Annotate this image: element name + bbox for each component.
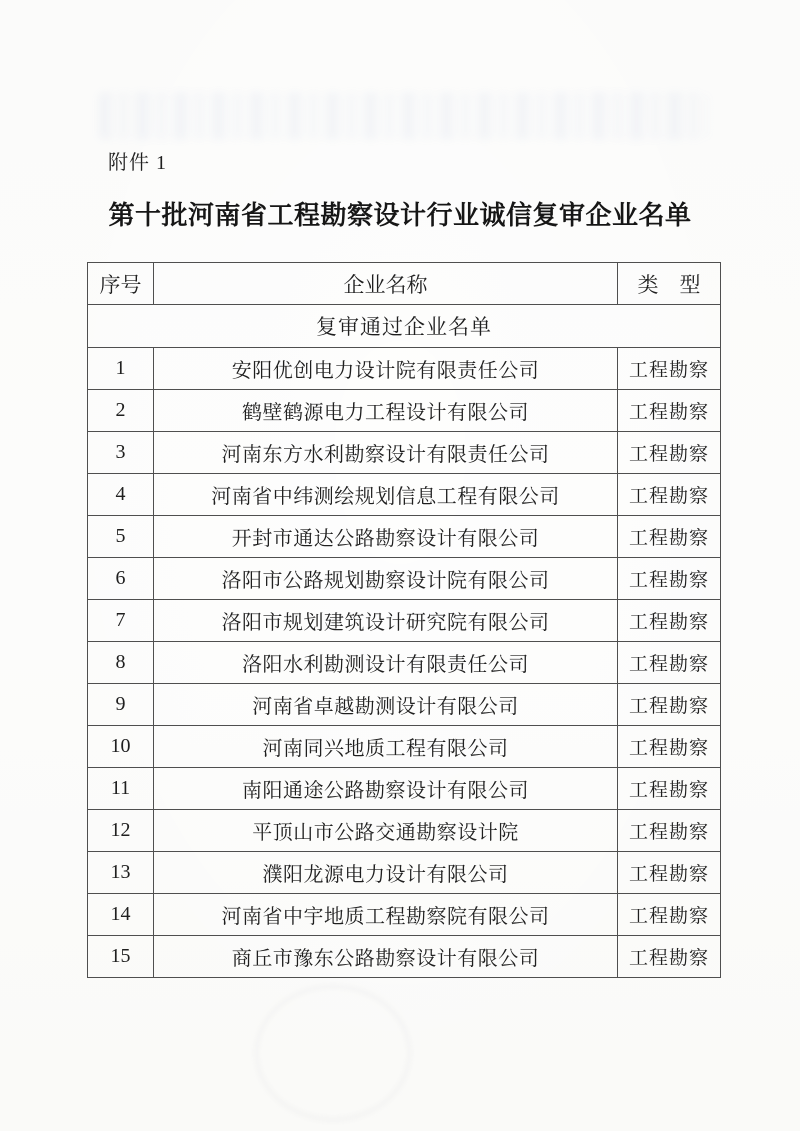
cell-type: 工程勘察 <box>618 894 721 936</box>
table-section-row <box>88 305 721 348</box>
cell-name: 开封市通达公路勘察设计有限公司 <box>154 516 618 558</box>
header-index: 序号 <box>88 263 154 305</box>
table-row <box>88 726 721 768</box>
cell-name: 安阳优创电力设计院有限责任公司 <box>154 348 618 390</box>
header-company-name: 企业名称 <box>154 263 618 305</box>
table-row <box>88 894 721 936</box>
table-row <box>88 768 721 810</box>
company-table <box>87 262 721 978</box>
cell-index: 4 <box>88 474 154 516</box>
cell-type: 工程勘察 <box>618 642 721 684</box>
cell-index: 7 <box>88 600 154 642</box>
cell-index: 15 <box>88 936 154 978</box>
cell-type: 工程勘察 <box>618 852 721 894</box>
table-row <box>88 642 721 684</box>
cell-index: 6 <box>88 558 154 600</box>
cell-index: 8 <box>88 642 154 684</box>
cell-type: 工程勘察 <box>618 390 721 432</box>
cell-index: 14 <box>88 894 154 936</box>
cell-type: 工程勘察 <box>618 684 721 726</box>
cell-name: 河南省卓越勘测设计有限公司 <box>154 684 618 726</box>
cell-index: 1 <box>88 348 154 390</box>
cell-type: 工程勘察 <box>618 726 721 768</box>
cell-name: 洛阳水利勘测设计有限责任公司 <box>154 642 618 684</box>
cell-type: 工程勘察 <box>618 348 721 390</box>
cell-index: 11 <box>88 768 154 810</box>
cell-type: 工程勘察 <box>618 474 721 516</box>
cell-name: 南阳通途公路勘察设计有限公司 <box>154 768 618 810</box>
cell-type: 工程勘察 <box>618 432 721 474</box>
table-header-row <box>88 263 721 305</box>
table-row <box>88 348 721 390</box>
header-type: 类 型 <box>618 263 721 305</box>
table-row <box>88 432 721 474</box>
table-row <box>88 684 721 726</box>
cell-index: 10 <box>88 726 154 768</box>
cell-name: 鹤壁鹤源电力工程设计有限公司 <box>154 390 618 432</box>
section-header: 复审通过企业名单 <box>88 305 721 348</box>
cell-type: 工程勘察 <box>618 936 721 978</box>
cell-type: 工程勘察 <box>618 600 721 642</box>
table-row <box>88 390 721 432</box>
table-row <box>88 852 721 894</box>
cell-type: 工程勘察 <box>618 810 721 852</box>
cell-name: 河南省中纬测绘规划信息工程有限公司 <box>154 474 618 516</box>
cell-name: 河南同兴地质工程有限公司 <box>154 726 618 768</box>
cell-type: 工程勘察 <box>618 558 721 600</box>
cell-name: 河南省中宇地质工程勘察院有限公司 <box>154 894 618 936</box>
table-row <box>88 516 721 558</box>
cell-type: 工程勘察 <box>618 516 721 558</box>
table-row <box>88 936 721 978</box>
cell-name: 河南东方水利勘察设计有限责任公司 <box>154 432 618 474</box>
table-body <box>88 348 721 978</box>
table-row <box>88 474 721 516</box>
cell-name: 洛阳市规划建筑设计研究院有限公司 <box>154 600 618 642</box>
cell-index: 2 <box>88 390 154 432</box>
cell-index: 9 <box>88 684 154 726</box>
table-row <box>88 810 721 852</box>
attachment-label: 附件 1 <box>108 152 167 174</box>
cell-type: 工程勘察 <box>618 768 721 810</box>
page-title: 第十批河南省工程勘察设计行业诚信复审企业名单 <box>108 201 692 230</box>
cell-name: 商丘市豫东公路勘察设计有限公司 <box>154 936 618 978</box>
table-row <box>88 600 721 642</box>
cell-index: 12 <box>88 810 154 852</box>
cell-name: 洛阳市公路规划勘察设计院有限公司 <box>154 558 618 600</box>
cell-index: 5 <box>88 516 154 558</box>
cell-name: 濮阳龙源电力设计有限公司 <box>154 852 618 894</box>
table-row <box>88 558 721 600</box>
ink-bleed-top-decoration <box>98 92 708 140</box>
cell-index: 13 <box>88 852 154 894</box>
cell-index: 3 <box>88 432 154 474</box>
cell-name: 平顶山市公路交通勘察设计院 <box>154 810 618 852</box>
stamp-bleed-bottom-decoration <box>255 985 411 1121</box>
